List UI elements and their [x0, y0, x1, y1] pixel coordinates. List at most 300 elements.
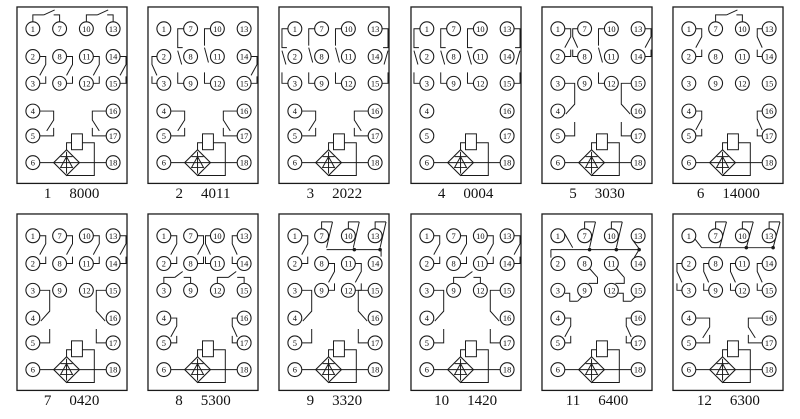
wiring-schematic: [15, 5, 129, 185]
terminal-number: 12: [607, 285, 616, 296]
terminal-number: 5: [161, 130, 166, 141]
contact-wire: [704, 263, 709, 290]
terminal-number: 16: [239, 106, 249, 117]
terminal-number: 16: [371, 312, 380, 323]
terminal-number: 11: [475, 258, 485, 269]
contact-wire: [749, 318, 763, 343]
terminal-number: 2: [293, 51, 298, 62]
terminal-number: 10: [607, 230, 616, 241]
terminal-number: 4: [555, 312, 560, 323]
terminal-number: 11: [344, 258, 353, 269]
terminal-number: 16: [108, 106, 117, 117]
terminal-number: 5: [555, 337, 560, 348]
terminal-number: 13: [239, 230, 249, 241]
terminal-number: 4: [687, 312, 692, 323]
contact-wire: [716, 10, 743, 22]
terminal-number: 2: [687, 258, 692, 269]
terminal-number: 4: [424, 312, 429, 323]
relay-diagram-8: [137, 212, 268, 410]
terminal-number: 10: [738, 230, 747, 241]
terminal-number: 16: [239, 312, 249, 323]
terminal-number: 1: [293, 230, 298, 241]
terminal-number: 16: [502, 106, 511, 117]
terminal-number: 16: [371, 106, 380, 117]
terminal-number: 9: [188, 78, 193, 89]
diagram-number: 7: [43, 393, 52, 410]
terminal-number: 2: [687, 51, 692, 62]
contact-wire: [96, 290, 106, 343]
wiring-schematic: [277, 212, 391, 392]
relay-diagram-5: [531, 5, 662, 203]
terminal-number: 13: [371, 23, 380, 34]
contact-wire: [359, 290, 369, 343]
terminal-number: 12: [475, 78, 485, 89]
terminal-number: 16: [633, 106, 643, 117]
terminal-number: 2: [161, 51, 166, 62]
terminal-number: 13: [108, 23, 117, 34]
diagram-caption: [307, 393, 363, 410]
terminal-number: 18: [108, 157, 117, 168]
contact-wire: [204, 29, 210, 84]
contact-wire: [626, 318, 631, 343]
terminal-number: 3: [161, 285, 166, 296]
relay-diagram-10: [400, 212, 531, 410]
terminal-number: 2: [30, 51, 35, 62]
terminal-number: 2: [161, 258, 166, 269]
terminal-number: 13: [502, 23, 511, 34]
terminal-number: 1: [293, 23, 298, 34]
contact-wire: [39, 111, 53, 136]
terminal-number: 13: [633, 23, 643, 34]
contact-wire: [302, 111, 316, 136]
terminal-number: 5: [687, 130, 692, 141]
diagram-code: 4011: [201, 186, 231, 203]
terminal-number: 17: [108, 130, 117, 141]
terminal-number: 10: [344, 23, 353, 34]
diagram-number: 5: [569, 186, 577, 203]
terminal-number: 11: [607, 51, 616, 62]
terminal-number: 7: [319, 230, 325, 241]
terminal-number: 1: [687, 23, 692, 34]
diagram-number: 2: [175, 186, 184, 203]
wiring-schematic: [671, 5, 785, 185]
contact-wire: [92, 111, 106, 136]
terminal-number: 15: [502, 78, 511, 89]
relay-coil: [202, 134, 213, 150]
junction-dot: [745, 246, 749, 250]
terminal-number: 9: [319, 285, 325, 296]
terminal-number: 18: [502, 364, 511, 375]
diagram-number: 6: [696, 186, 705, 203]
terminal-number: 6: [293, 364, 298, 375]
relay-coil: [596, 341, 607, 357]
terminal-number: 12: [344, 78, 353, 89]
diagram-code: 3030: [594, 186, 625, 203]
terminal-number: 5: [30, 337, 35, 348]
contact-wire: [171, 236, 177, 264]
junction-dot: [379, 248, 383, 252]
contact-wire: [382, 29, 388, 84]
terminal-number: 4: [161, 312, 166, 323]
relay-diagram-4: [400, 5, 531, 203]
terminal-number: 12: [81, 285, 91, 296]
contact-wire: [164, 271, 191, 283]
terminal-number: 6: [161, 157, 166, 168]
contact-wire: [598, 29, 604, 84]
terminal-number: 3: [687, 78, 692, 89]
terminal-number: 3: [687, 285, 692, 296]
terminal-number: 18: [765, 157, 774, 168]
contact-wire: [302, 236, 308, 264]
terminal-number: 5: [161, 337, 166, 348]
relay-coil: [334, 134, 345, 150]
terminal-number: 10: [607, 23, 616, 34]
relay-diagram-1: [6, 5, 137, 203]
terminal-number: 15: [108, 78, 117, 89]
diagram-code: 6400: [598, 393, 629, 410]
terminal-number: 1: [424, 23, 429, 34]
contact-wire: [487, 236, 493, 264]
terminal-number: 14: [765, 258, 774, 269]
contact-wire: [696, 318, 710, 343]
relay-diagram-6: [663, 5, 794, 203]
terminal-number: 6: [687, 157, 692, 168]
terminal-number: 1: [161, 230, 166, 241]
contact-wire: [696, 29, 702, 57]
contact-wire: [120, 57, 126, 84]
terminal-number: 13: [633, 230, 643, 241]
terminal-number: 15: [633, 285, 643, 296]
terminal-number: 10: [475, 23, 485, 34]
terminal-number: 18: [239, 157, 249, 168]
contact-wire: [565, 29, 571, 57]
terminal-number: 15: [371, 78, 380, 89]
contact-wire: [178, 29, 184, 84]
contact-wire: [414, 29, 420, 84]
terminal-number: 11: [738, 258, 747, 269]
terminal-number: 8: [451, 258, 456, 269]
relay-diagram-11: [531, 212, 662, 410]
terminal-number: 2: [424, 51, 429, 62]
terminal-number: 4: [293, 312, 298, 323]
contact-wire: [39, 57, 45, 84]
terminal-number: 18: [108, 364, 117, 375]
terminal-number: 9: [582, 78, 587, 89]
terminal-number: 6: [293, 157, 298, 168]
terminal-number: 10: [213, 23, 222, 34]
terminal-number: 2: [30, 258, 35, 269]
terminal-number: 17: [371, 337, 380, 348]
diagram-code: 2022: [332, 186, 363, 203]
terminal-number: 13: [239, 23, 249, 34]
diagram-caption: [175, 393, 231, 410]
terminal-number: 7: [319, 23, 325, 34]
contact-wire: [565, 83, 575, 136]
contact-wire: [615, 268, 624, 283]
terminal-number: 15: [633, 78, 643, 89]
terminal-number: 17: [108, 337, 117, 348]
terminal-number: 8: [319, 51, 325, 62]
contact-wire: [329, 263, 335, 290]
terminal-number: 4: [30, 312, 35, 323]
terminal-number: 15: [108, 285, 117, 296]
contact-wire: [758, 263, 763, 290]
terminal-number: 2: [555, 258, 560, 269]
contact-wire: [93, 57, 99, 84]
terminal-number: 14: [502, 51, 511, 62]
terminal-number: 10: [475, 230, 485, 241]
terminal-number: 1: [161, 23, 166, 34]
junction-dot: [772, 246, 776, 250]
terminal-number: 4: [293, 106, 298, 117]
terminal-number: 17: [239, 337, 249, 348]
terminal-number: 14: [108, 51, 117, 62]
wiring-schematic: [409, 212, 523, 392]
terminal-number: 3: [161, 78, 166, 89]
terminal-number: 7: [582, 230, 587, 241]
contact-wire: [251, 57, 257, 84]
contact-wire: [758, 29, 763, 57]
contact-wire: [440, 29, 446, 84]
terminal-number: 11: [213, 51, 222, 62]
junction-dot: [353, 248, 357, 252]
terminal-number: 5: [293, 130, 298, 141]
terminal-number: 15: [239, 285, 249, 296]
contact-wire: [467, 29, 473, 84]
wiring-schematic: [409, 5, 523, 185]
terminal-number: 2: [555, 51, 560, 62]
diagram-code: 1420: [467, 393, 498, 410]
relay-diagram-7: [6, 212, 137, 410]
terminal-number: 2: [424, 258, 429, 269]
terminal-number: 6: [30, 364, 35, 375]
terminal-number: 2: [293, 258, 298, 269]
contact-wire: [573, 29, 578, 57]
terminal-number: 8: [713, 258, 719, 269]
relay-diagram-12: [663, 212, 794, 410]
contact-wire: [453, 271, 480, 283]
diagram-caption: [569, 186, 625, 203]
terminal-number: 7: [188, 230, 193, 241]
contact-wire: [514, 29, 520, 84]
terminal-number: 5: [687, 337, 692, 348]
terminal-number: 9: [582, 285, 587, 296]
terminal-number: 10: [738, 23, 747, 34]
contact-wire: [565, 318, 571, 343]
terminal-number: 7: [451, 230, 456, 241]
contact-wire: [232, 236, 237, 264]
diagram-caption: [438, 186, 494, 203]
terminal-number: 15: [765, 285, 774, 296]
diagram-number: 4: [437, 186, 446, 203]
diagram-caption: [44, 393, 100, 410]
contact-wire: [282, 29, 288, 84]
terminal-number: 16: [108, 312, 117, 323]
contact-wire: [86, 10, 113, 22]
contact-wire: [433, 290, 443, 343]
terminal-number: 8: [57, 258, 62, 269]
terminal-number: 8: [188, 51, 193, 62]
terminal-number: 3: [555, 78, 560, 89]
wiring-schematic: [277, 5, 391, 185]
contact-wire: [433, 236, 439, 264]
terminal-number: 4: [30, 106, 35, 117]
terminal-number: 5: [293, 337, 298, 348]
contact-wire: [460, 236, 466, 264]
diagram-number: 11: [565, 393, 581, 410]
terminal-number: 12: [213, 78, 222, 89]
terminal-number: 18: [371, 157, 380, 168]
contact-wire: [514, 236, 520, 264]
terminal-number: 17: [765, 130, 774, 141]
terminal-number: 10: [81, 23, 91, 34]
terminal-number: 8: [713, 51, 719, 62]
contact-wire: [205, 236, 210, 264]
diagram-caption: [434, 393, 497, 410]
terminal-number: 6: [424, 364, 429, 375]
terminal-number: 6: [555, 364, 560, 375]
terminal-number: 1: [555, 23, 560, 34]
terminal-number: 11: [738, 51, 747, 62]
terminal-number: 9: [57, 78, 62, 89]
terminal-number: 6: [30, 157, 35, 168]
terminal-number: 7: [713, 230, 719, 241]
terminal-number: 10: [344, 230, 353, 241]
terminal-number: 11: [213, 258, 222, 269]
terminal-number: 3: [424, 78, 429, 89]
terminal-number: 5: [30, 130, 35, 141]
terminal-number: 4: [161, 106, 166, 117]
terminal-number: 3: [293, 285, 298, 296]
terminal-number: 12: [607, 78, 616, 89]
diagram-code: 5300: [200, 393, 231, 410]
relay-coil: [71, 341, 82, 357]
terminal-number: 18: [633, 364, 643, 375]
diagram-caption: [44, 186, 100, 203]
terminal-number: 7: [582, 23, 587, 34]
contact-wire: [302, 290, 312, 343]
terminal-number: 10: [213, 230, 222, 241]
diagram-number: 8: [175, 393, 183, 410]
junction-dot: [588, 248, 592, 252]
terminal-number: 7: [188, 23, 193, 34]
contact-wire: [171, 111, 185, 136]
relay-coil: [202, 341, 213, 357]
relay-coil: [71, 134, 82, 150]
terminal-number: 11: [81, 51, 91, 62]
terminal-number: 13: [371, 230, 380, 241]
contact-wire: [66, 236, 72, 264]
terminal-number: 11: [344, 51, 353, 62]
diagram-code: 3320: [332, 393, 363, 410]
terminal-number: 9: [319, 78, 325, 89]
terminal-number: 14: [371, 258, 380, 269]
terminal-number: 11: [475, 51, 485, 62]
terminal-number: 9: [451, 285, 456, 296]
terminal-number: 16: [765, 106, 774, 117]
terminal-number: 14: [371, 51, 380, 62]
contact-wire: [645, 29, 651, 57]
terminal-number: 15: [371, 285, 380, 296]
terminal-number: 16: [633, 312, 643, 323]
terminal-number: 16: [502, 312, 511, 323]
terminal-number: 7: [451, 23, 456, 34]
terminal-number: 12: [213, 285, 222, 296]
terminal-number: 8: [188, 258, 193, 269]
terminal-number: 13: [765, 230, 774, 241]
terminal-number: 13: [765, 23, 774, 34]
terminal-number: 12: [475, 285, 485, 296]
wiring-schematic: [15, 212, 129, 392]
terminal-number: 18: [633, 157, 643, 168]
diagram-caption: [176, 186, 231, 203]
terminal-number: 18: [502, 157, 511, 168]
terminal-number: 15: [502, 285, 511, 296]
relay-diagram-3: [269, 5, 400, 203]
relay-coil: [334, 341, 345, 357]
relay-coil: [465, 341, 476, 357]
terminal-number: 12: [738, 78, 747, 89]
contact-wire: [677, 263, 682, 290]
terminal-number: 6: [555, 157, 560, 168]
terminal-number: 1: [555, 230, 560, 241]
terminal-number: 9: [451, 78, 456, 89]
contact-wire: [589, 268, 598, 283]
relay-diagram-2: [137, 5, 268, 203]
terminal-number: 17: [633, 337, 643, 348]
terminal-number: 13: [502, 230, 511, 241]
terminal-number: 8: [582, 258, 587, 269]
terminal-number: 14: [239, 258, 249, 269]
terminal-number: 3: [555, 285, 560, 296]
terminal-number: 18: [239, 364, 249, 375]
diagram-caption: [307, 186, 363, 203]
terminal-number: 16: [765, 312, 774, 323]
terminal-number: 17: [502, 337, 511, 348]
contact-wire: [120, 236, 126, 264]
terminal-number: 14: [633, 258, 643, 269]
terminal-number: 14: [502, 258, 511, 269]
contact-wire: [695, 239, 774, 248]
terminal-number: 17: [371, 130, 380, 141]
diagram-caption: [697, 393, 760, 410]
diagram-caption: [697, 186, 760, 203]
terminal-number: 8: [451, 51, 456, 62]
relay-coil: [728, 134, 739, 150]
terminal-number: 15: [765, 78, 774, 89]
terminal-number: 14: [765, 51, 774, 62]
terminal-number: 15: [239, 78, 249, 89]
diagram-number: 10: [434, 393, 450, 410]
contact-wire: [551, 250, 639, 258]
terminal-number: 18: [765, 364, 774, 375]
terminal-number: 14: [108, 258, 117, 269]
wiring-schematic: [540, 212, 654, 392]
terminal-number: 4: [424, 106, 429, 117]
wiring-schematic: [671, 212, 785, 392]
terminal-number: 6: [687, 364, 692, 375]
wiring-schematic: [540, 5, 654, 185]
contact-wire: [731, 263, 736, 290]
terminal-number: 1: [30, 23, 35, 34]
terminal-number: 17: [502, 130, 511, 141]
terminal-number: 17: [239, 130, 249, 141]
contact-wire: [355, 111, 369, 136]
terminal-number: 17: [633, 130, 643, 141]
contact-wire: [39, 290, 49, 343]
contact-wire: [309, 29, 315, 84]
terminal-number: 8: [57, 51, 62, 62]
